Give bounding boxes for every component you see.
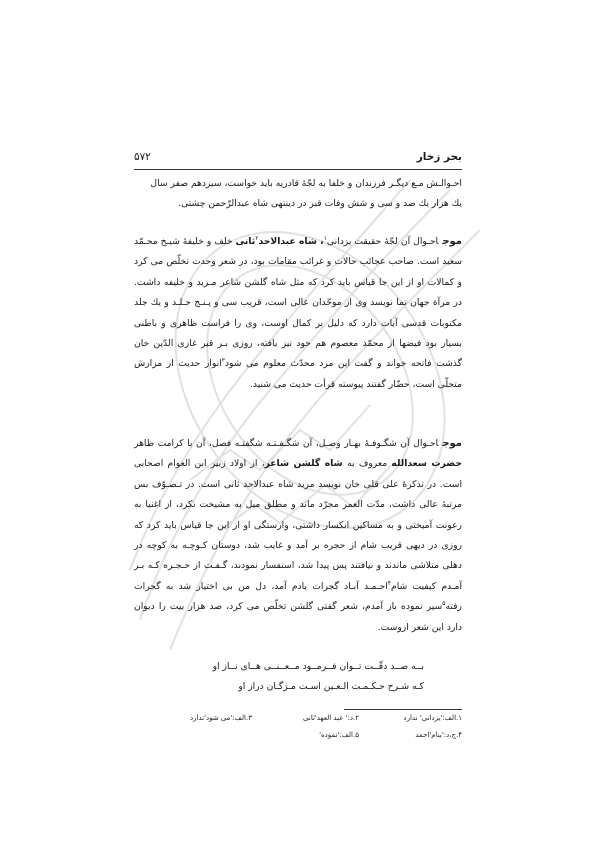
footnote-text: .الف:'می شود'ندارد xyxy=(190,714,249,722)
person-name-suffix: ثانی xyxy=(235,236,256,247)
header-divider xyxy=(134,169,462,170)
person-name: حضرت سعدالله xyxy=(391,458,462,470)
footnote-4 xyxy=(415,731,462,739)
person-title: شاه گلشن شاعر xyxy=(264,458,348,470)
footnote-text: .الف:'یزدانی' ندارد xyxy=(403,714,459,722)
footnote-divider xyxy=(344,709,462,710)
footnote-ref-2: ۲ xyxy=(255,234,259,242)
verse-line-2: کـه شـرح حـکـمـت الـعـین اسـت مـژگـان دراز او xyxy=(238,681,424,692)
footnote-1 xyxy=(404,714,462,722)
intro-paragraph xyxy=(134,174,462,215)
footnote-text: .الف:'نموده' xyxy=(319,731,356,739)
paragraph-gulshan xyxy=(134,434,462,638)
paragraph-body-end: انوار حدیث از مزارش متجلّی است، حضّار گفتند پیوسته قرأت حدیث می شنید. xyxy=(134,358,462,390)
paragraph-lead: احـوال آن شگـوفـهٔ بهـار وصـل، آن شگـفـتـه شگفتـه فصل، آن با کرامت ظاهر xyxy=(134,438,439,449)
footnote-number: ۴ xyxy=(458,731,462,739)
footnote-ref-3: ۳ xyxy=(221,357,225,365)
person-name: ، شاه عبدالاحد xyxy=(258,236,324,247)
paragraph-lead: احـوال آن لجّهٔ حقیقت یزدانی xyxy=(326,236,439,247)
footnote-number: ۳ xyxy=(248,714,252,722)
footnote-ref-5: ۵ xyxy=(442,600,446,608)
moj-heading: موج xyxy=(442,236,462,247)
page-header xyxy=(134,151,462,167)
page-number: ۵۷۲ xyxy=(134,151,151,163)
footnote-number: ۱ xyxy=(458,714,462,722)
footnote-number: ۲ xyxy=(355,714,359,722)
paragraph-body-end: سیر نموده باز آمدم، شعر گفتی گلشن تخلّص می کرد، صد هزار بیت را دیوان دارد این شعر ازوست. xyxy=(134,601,462,633)
paragraph-body: ، از اولاد زبیر ابن العوام اصحابی است. در تذکرهٔ علی قلی خان نویسد مرید شاه عبدالاحد ثانی است. در تـصـوّف بس مرتبهٔ عالی داشت، مدّت العمر مجرّد ماند و مطلق میل به مشیخت نکرد، از اغنیا به رعونت آمیختی و به مساکین انکسار داشتی، وارستگی او از این جا قیاس باید کرد که روزی در دیهی قریب شام از حجره بر آمد و غایب شد، دوستان کـوچـه به کوچه در دهلی متلاشی ماندند و نیافتند پس پیدا شد، استفسار نمودند، گـفـت از حـجـره کـه بـر آمـدم کیفیت شام xyxy=(134,458,463,592)
footnote-text: .ج،د:'بنام'احمد xyxy=(415,731,459,739)
footnote-5 xyxy=(319,731,359,739)
footnote-text: .د:' عبد العهد'ثانی xyxy=(303,714,356,722)
intro-line-2: یك هزار یك صد و سی و شش وفات قبر در دینتهی شاه عبدالرّحمن چشتی. xyxy=(178,198,462,210)
running-title: بحر زخار xyxy=(416,151,462,163)
footnote-ref-1: ۱ xyxy=(323,234,327,242)
paragraph-mid: معروف به xyxy=(347,458,392,470)
moj-heading: موج xyxy=(442,438,462,449)
paragraph-abdulahad-text xyxy=(134,232,462,395)
footnote-3 xyxy=(190,714,252,722)
footnote-2 xyxy=(303,714,359,722)
footnote-number: ۵ xyxy=(355,731,359,739)
intro-line-1: احـوالـش مـع دیگـر فرزندان و خلفا به لجّهٔ قادریه باید خواست، سیزدهم صفر سال xyxy=(150,178,462,189)
paragraph-lead-rest: خلف و خلیفهٔ xyxy=(182,236,236,247)
verse-line-1: بــه صــد دقّــت تــوان فــرمــود مــعــنــی هــای نــاز او xyxy=(212,661,424,672)
paragraph-abdulahad xyxy=(134,232,462,395)
paragraph-body-cont: احـمـد آبـاد گجرات یادم آمد، دل من بی اختیار شد به گجرات رفته xyxy=(134,580,462,613)
paragraph-gulshan-text xyxy=(134,434,462,638)
footnote-ref-4: ۴ xyxy=(387,579,392,587)
paragraph-body: شیـخ محـمّد سعید است. صاحب عجائب حالات و غرائب مقامات بود، در شعر وحدت تخلّص می کرد و کمالات او از این جا قیاس باید کرد که مثل شاه گلشن شاعر مـرید و خلیفه داشت. در مرآة جهان نما نویسد وی از موحّدان عالی است، قریب سی و پـنـج جـلـد و یك جلد مکتوبات قدسی آیات دارد که دلیل بر کمال اوست، وی را فراست ظاهری و باطنی بسیار بود فیضها از محمّد معصوم هم خود نیز یافته، روزی بـر قبر غازی الدّین خان گذشت فاتحه خواند و گفت این مرد محدّث معلوم می شود xyxy=(134,236,462,370)
